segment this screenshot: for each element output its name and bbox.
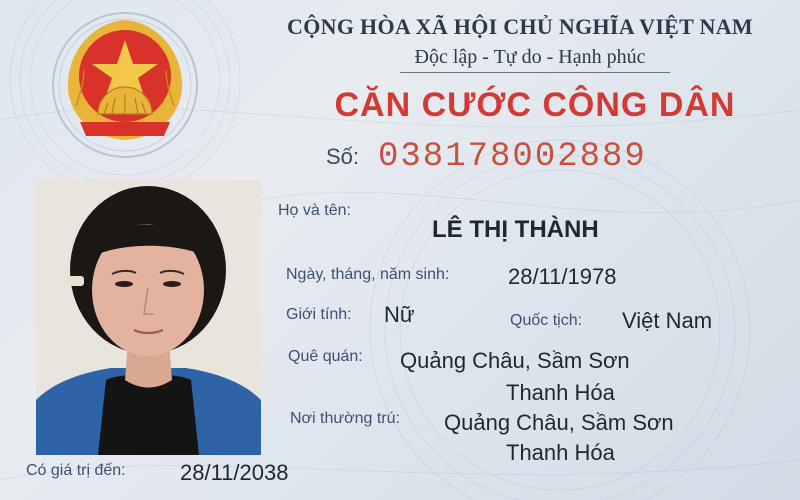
portrait-photo — [36, 180, 261, 455]
expiry-label: Có giá trị đến: — [26, 462, 126, 479]
hometown-line2: Thanh Hóa — [506, 380, 615, 405]
card-title: CĂN CƯỚC CÔNG DÂN — [334, 86, 736, 124]
nationality-value: Việt Nam — [622, 308, 713, 333]
sex-label: Giới tính: — [286, 306, 352, 323]
residence-line1: Quảng Châu, Sầm Sơn — [444, 410, 674, 435]
motto: Độc lập - Tự do - Hạnh phúc — [414, 46, 646, 68]
residence-label: Nơi thường trú: — [290, 410, 400, 427]
hometown-line1: Quảng Châu, Sầm Sơn — [400, 348, 630, 373]
name-value: LÊ THỊ THÀNH — [432, 216, 599, 243]
nationality-label: Quốc tịch: — [510, 312, 583, 329]
motto-underline — [400, 72, 670, 73]
person-silhouette-icon — [36, 180, 261, 455]
national-emblem-icon — [40, 10, 210, 160]
expiry-value: 28/11/2038 — [180, 460, 289, 485]
name-label: Họ và tên: — [278, 202, 351, 219]
dob-value: 28/11/1978 — [508, 264, 617, 289]
id-number-label: Số: — [326, 144, 360, 169]
id-number-value: 038178002889 — [378, 138, 647, 176]
hometown-label: Quê quán: — [288, 348, 363, 365]
country-heading: CỘNG HÒA XÃ HỘI CHỦ NGHĨA VIỆT NAM — [287, 14, 753, 39]
dob-label: Ngày, tháng, năm sinh: — [286, 266, 450, 283]
sex-value: Nữ — [384, 302, 415, 327]
residence-line2: Thanh Hóa — [506, 440, 615, 465]
